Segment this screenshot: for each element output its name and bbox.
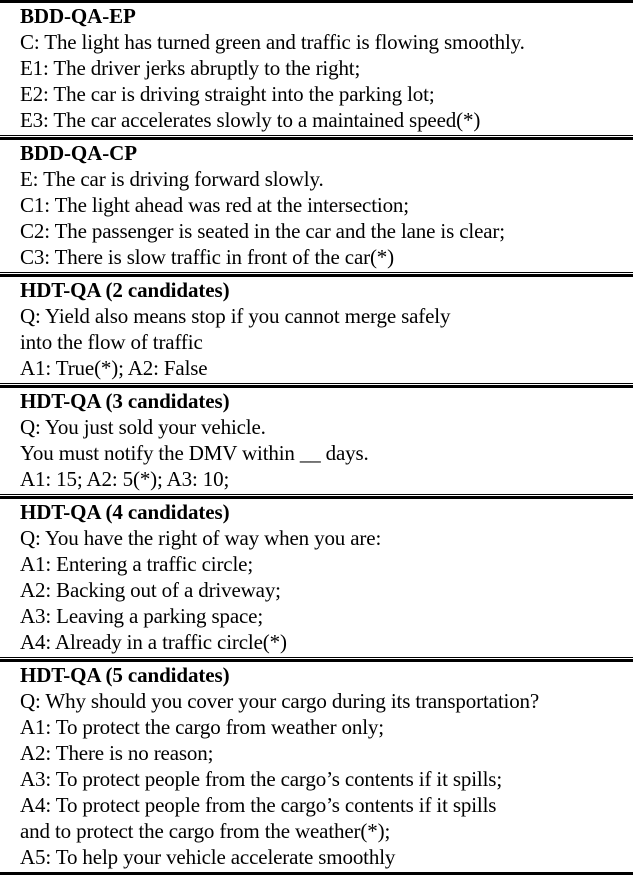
- rule-thick: [0, 872, 633, 875]
- table-bottom-rule: [0, 872, 633, 875]
- section-line: Q: You just sold your vehicle.: [20, 415, 266, 439]
- section-header: BDD-QA-CP: [20, 141, 137, 165]
- section-line: C3: There is slow traffic in front of the car(*): [20, 245, 394, 269]
- section-line: Q: You have the right of way when you are:: [20, 526, 382, 550]
- section-line: A2: There is no reason;: [20, 741, 214, 765]
- section-line: C: The light has turned green and traffic is flowing smoothly.: [20, 30, 525, 54]
- section-bdd-qa-ep: [0, 3, 640, 135]
- section-line: You must notify the DMV within __ days.: [20, 441, 369, 465]
- section-header: HDT-QA (4 candidates): [20, 500, 230, 524]
- section-line: C1: The light ahead was red at the intersection;: [20, 193, 409, 217]
- section-line: A4: To protect people from the cargo’s contents if it spills: [20, 793, 497, 817]
- section-line: into the flow of traffic: [20, 330, 203, 354]
- section-header: BDD-QA-EP: [20, 4, 136, 28]
- section-line: and to protect the cargo from the weather(*);: [20, 819, 391, 843]
- section-line: A1: 15; A2: 5(*); A3: 10;: [20, 467, 230, 491]
- section-bdd-qa-cp: [0, 140, 640, 272]
- section-line: A2: Backing out of a driveway;: [20, 578, 281, 602]
- section-line: A1: Entering a traffic circle;: [20, 552, 254, 576]
- section-hdt-qa-2: [0, 277, 640, 383]
- section-header: HDT-QA (5 candidates): [20, 663, 230, 687]
- section-hdt-qa-5: [0, 662, 640, 872]
- section-line: Q: Yield also means stop if you cannot merge safely: [20, 304, 451, 328]
- section-line: E: The car is driving forward slowly.: [20, 167, 324, 191]
- section-line: E1: The driver jerks abruptly to the right;: [20, 56, 361, 80]
- section-header: HDT-QA (2 candidates): [20, 278, 230, 302]
- section-line: E3: The car accelerates slowly to a maintained speed(*): [20, 108, 481, 132]
- section-line: A3: Leaving a parking space;: [20, 604, 264, 628]
- section-line: Q: Why should you cover your cargo during its transportation?: [20, 689, 540, 713]
- section-line: A1: True(*); A2: False: [20, 356, 208, 380]
- section-line: A1: To protect the cargo from weather only;: [20, 715, 384, 739]
- section-hdt-qa-3: [0, 388, 640, 494]
- section-header: HDT-QA (3 candidates): [20, 389, 230, 413]
- section-line: A4: Already in a traffic circle(*): [20, 630, 287, 654]
- section-hdt-qa-4: [0, 499, 640, 657]
- section-line: A3: To protect people from the cargo’s contents if it spills;: [20, 767, 503, 791]
- section-line: C2: The passenger is seated in the car and the lane is clear;: [20, 219, 505, 243]
- section-line: A5: To help your vehicle accelerate smoothly: [20, 845, 396, 869]
- section-line: E2: The car is driving straight into the parking lot;: [20, 82, 435, 106]
